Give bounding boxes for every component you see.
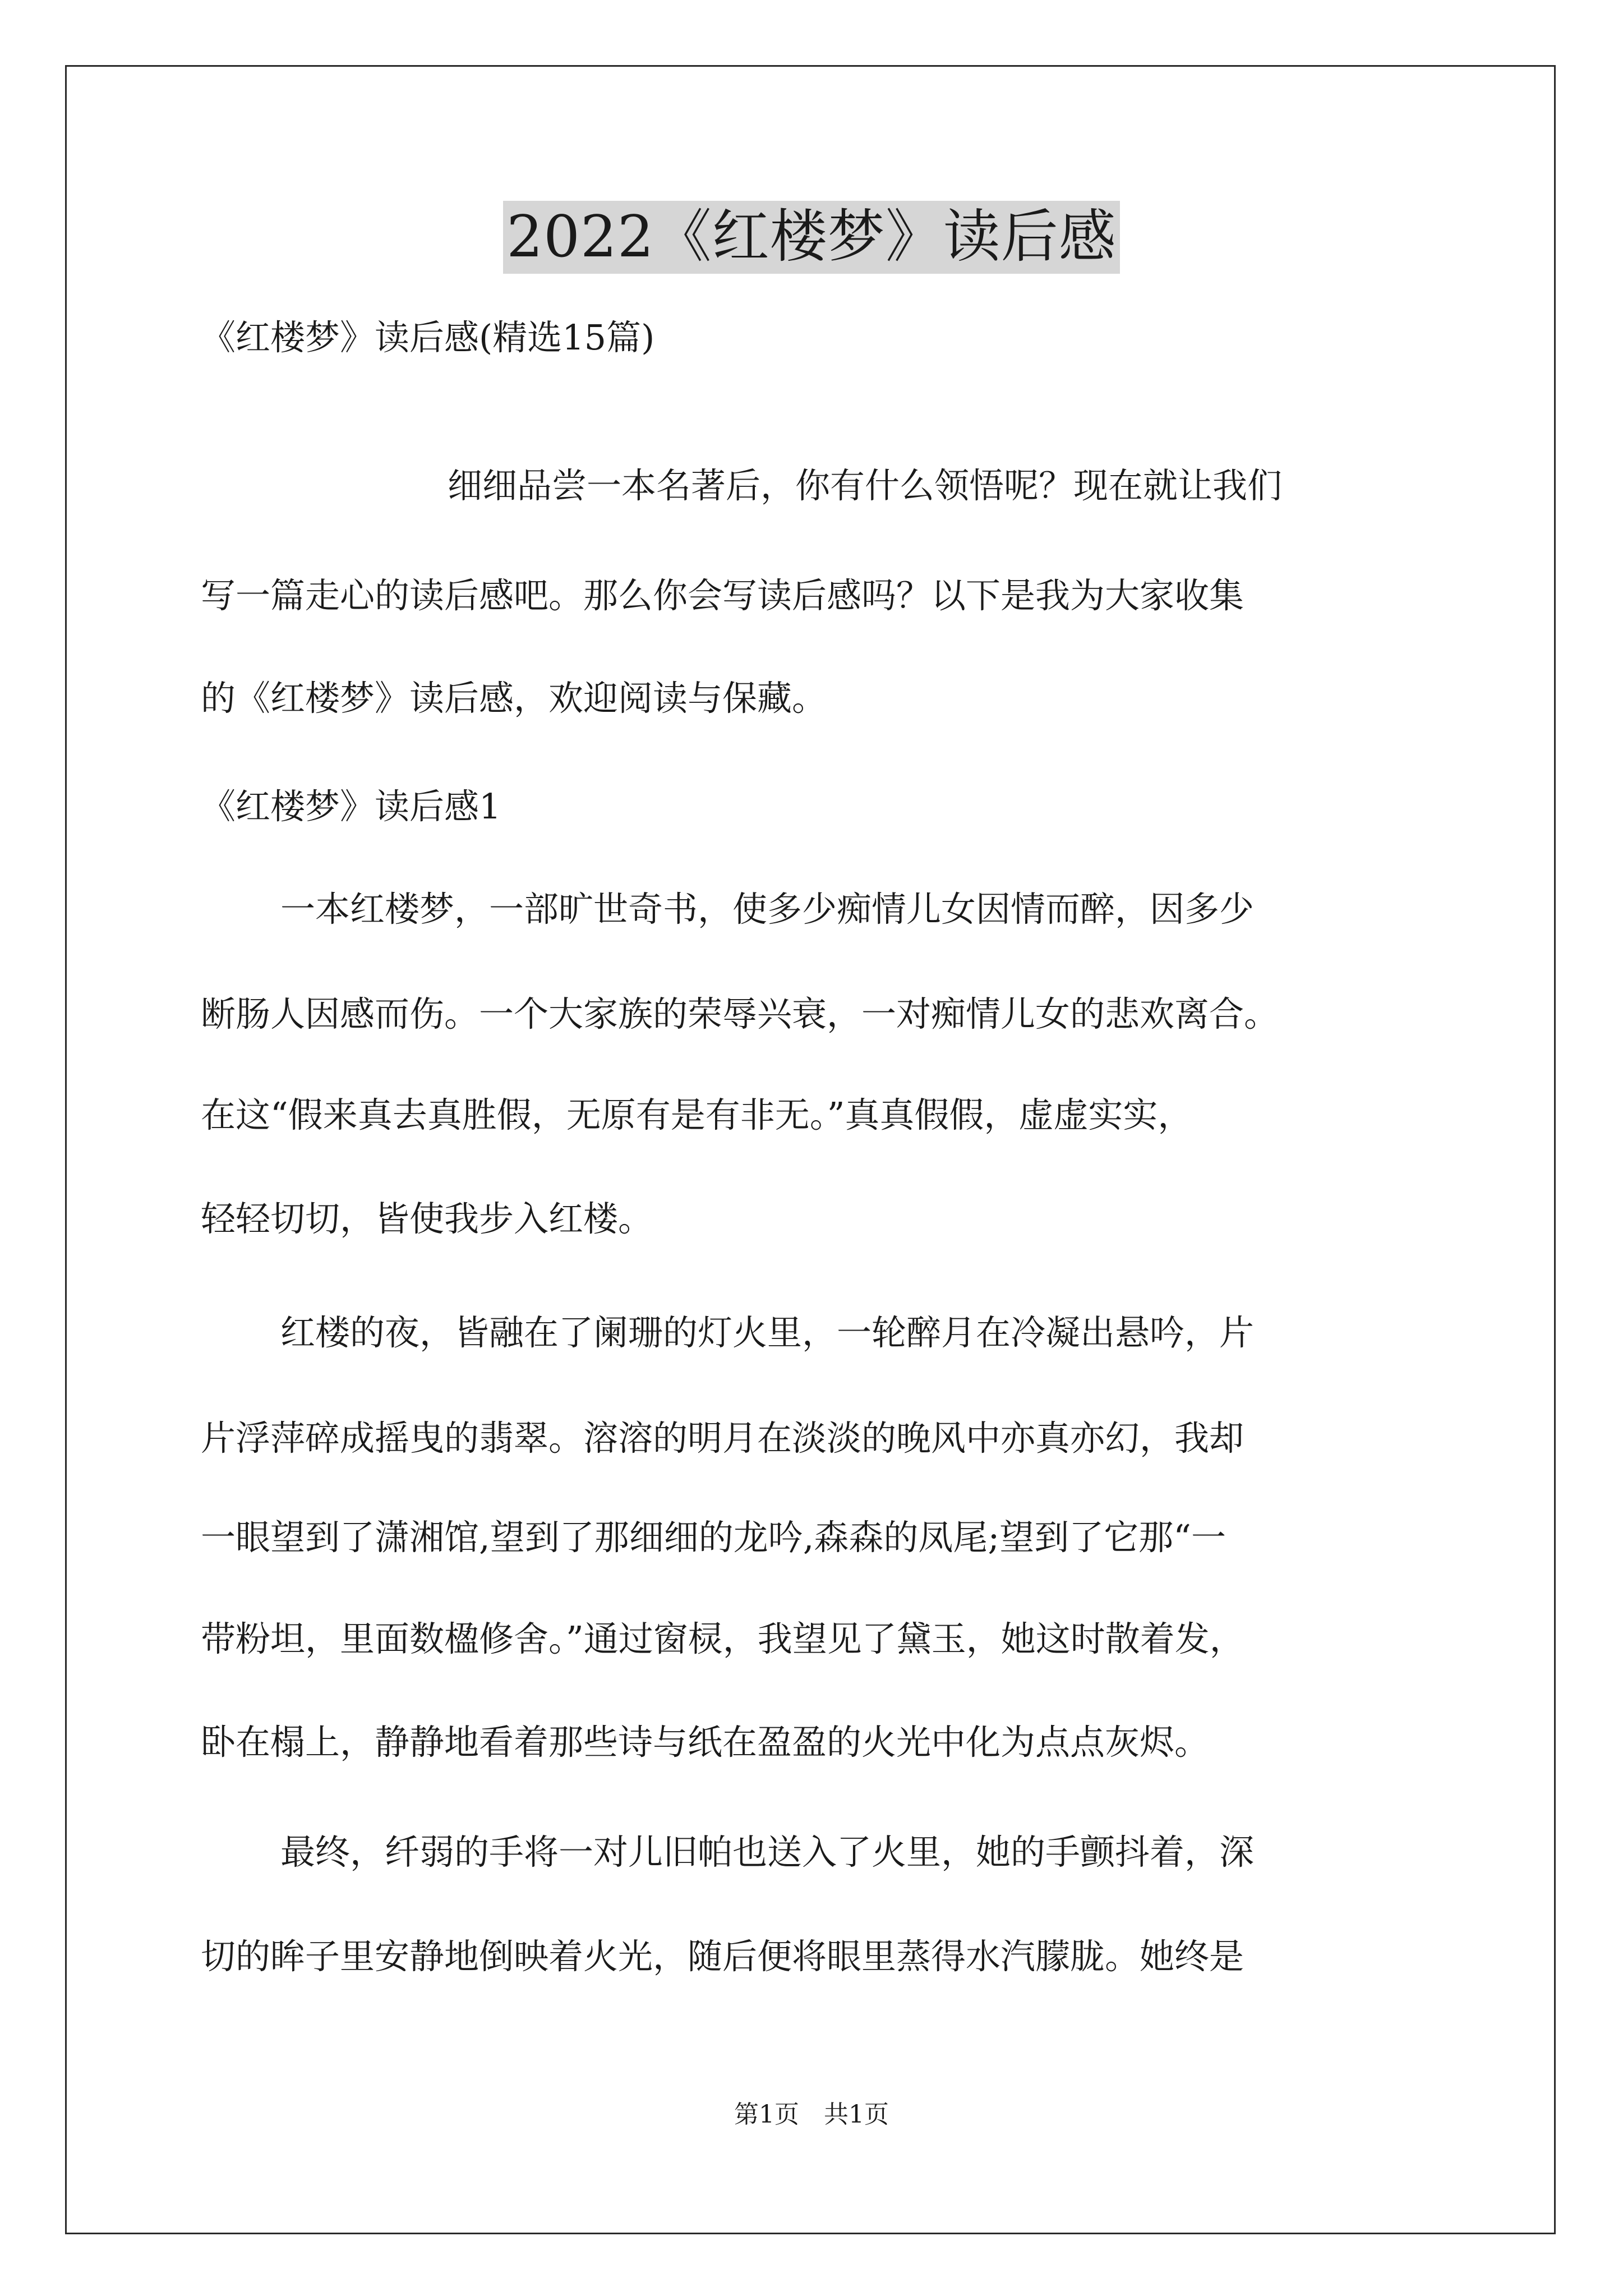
intro-line: 细细品尝一本名著后，你有什么领悟呢？现在就让我们: [448, 465, 1283, 506]
title-container: [0, 201, 1623, 274]
document-title: 2022《红楼梦》读后感: [503, 201, 1120, 274]
paragraph-line: 轻轻切切，皆使我步入红楼。: [201, 1198, 653, 1239]
paragraph-line: 片浮萍碎成摇曳的翡翠。溶溶的明月在淡淡的晚风中亦真亦幻，我却: [201, 1418, 1244, 1458]
page-footer: 第1页 共1页: [734, 2100, 889, 2129]
intro-line: 的《红楼梦》读后感，欢迎阅读与保藏。: [201, 678, 827, 719]
paragraph-line: 一眼望到了潇湘馆,望到了那细细的龙吟,森森的凤尾;望到了它那“一: [201, 1517, 1227, 1558]
paragraph-line: 断肠人因感而伤。一个大家族的荣辱兴衰，一对痴情儿女的悲欢离合。: [201, 993, 1279, 1034]
paragraph-line: 带粉坦，里面数楹修舍。”通过窗棂，我望见了黛玉，她这时散着发，: [201, 1618, 1244, 1659]
subtitle: 《红楼梦》读后感(精选15篇): [201, 317, 655, 358]
paragraph-line: 切的眸子里安静地倒映着火光，随后便将眼里蒸得水汽朦胧。她终是: [201, 1936, 1244, 1977]
section-heading: 《红楼梦》读后感1: [201, 786, 501, 827]
paragraph-line: 红楼的夜，皆融在了阑珊的灯火里，一轮醉月在冷凝出悬吟，片: [280, 1312, 1255, 1353]
paragraph-line: 卧在榻上，静静地看着那些诗与纸在盈盈的火光中化为点点灰烬。: [201, 1722, 1210, 1763]
intro-line: 写一篇走心的读后感吧。那么你会写读后感吗？以下是我为大家收集: [201, 575, 1244, 616]
paragraph-line: 一本红楼梦，一部旷世奇书，使多少痴情儿女因情而醉，因多少: [280, 889, 1255, 930]
paragraph-line: 最终，纤弱的手将一对儿旧帕也送入了火里，她的手颤抖着，深: [280, 1832, 1255, 1872]
page-border: [65, 65, 1556, 2234]
paragraph-line: 在这“假来真去真胜假，无原有是有非无。”真真假假，虚虚实实，: [201, 1094, 1193, 1135]
